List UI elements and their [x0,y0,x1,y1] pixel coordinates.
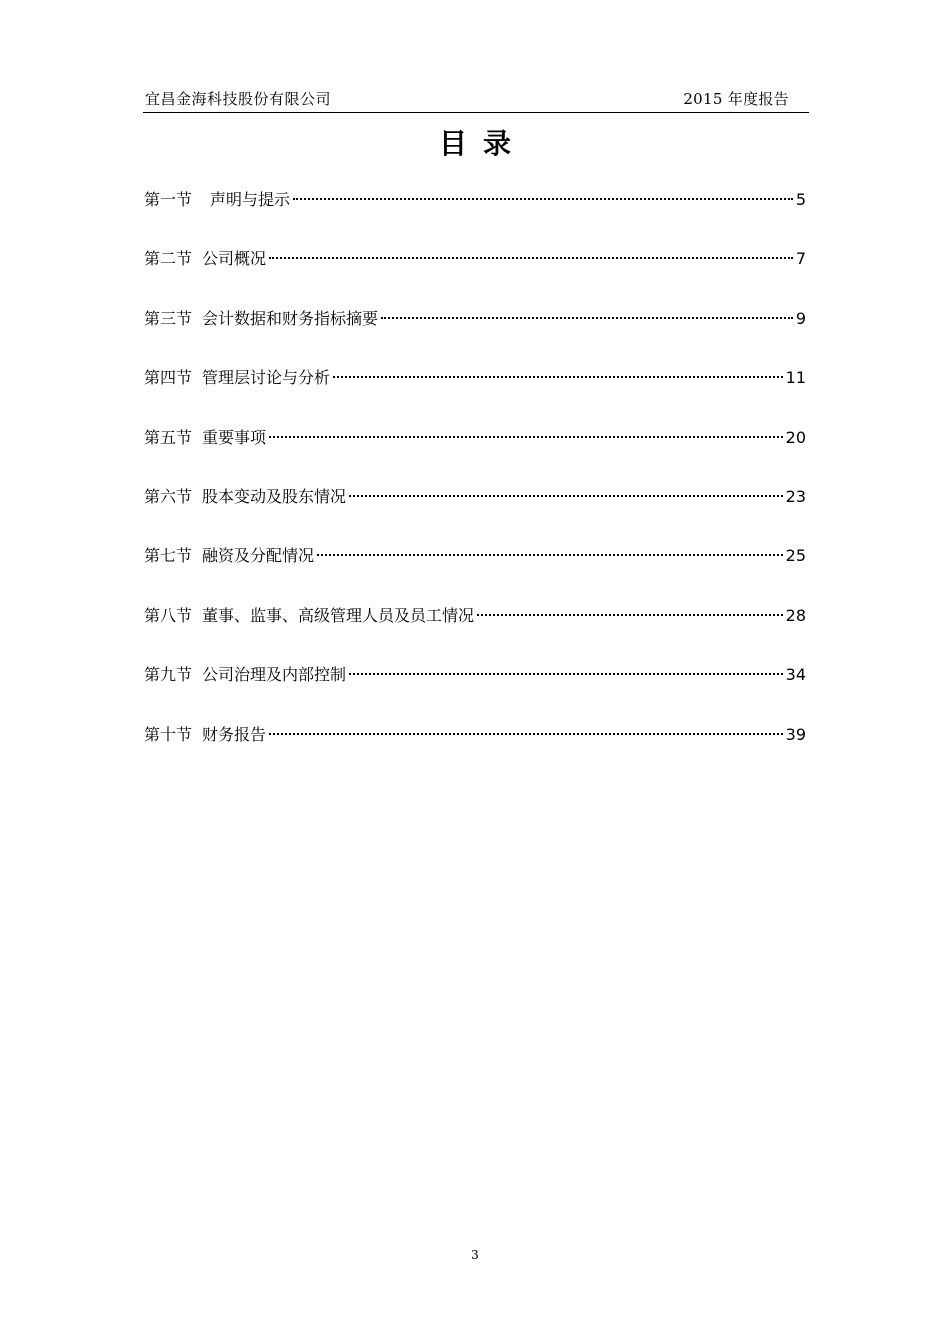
toc-page-number: 25 [785,546,806,566]
toc-dot-leader [333,376,783,378]
toc-section-number: 第七节 [144,546,193,566]
toc-section-number: 第二节 [144,249,193,269]
page-header [143,84,809,113]
toc-entry-10[interactable] [144,718,806,777]
toc-entry-5[interactable] [144,421,806,480]
toc-dot-leader [381,317,793,319]
toc-entry-1[interactable] [144,183,806,242]
toc-page-number: 23 [785,486,806,506]
toc-dot-leader [477,614,783,616]
toc-entry-6[interactable] [144,480,806,539]
toc-dot-leader [269,257,793,259]
toc-dot-leader [349,673,783,675]
toc-section-number: 第一节 [144,190,193,209]
toc-entry-3[interactable] [144,302,806,361]
toc-section-title: 会计数据和财务指标摘要 [202,308,379,328]
toc-section-number: 第五节 [144,427,193,447]
toc-page-number: 5 [795,190,806,209]
toc-dot-leader [293,198,793,200]
toc-section-number: 第三节 [144,308,193,328]
toc-section-title: 融资及分配情况 [202,546,315,566]
toc-section-title: 股本变动及股东情况 [202,486,347,506]
toc-section-number: 第八节 [144,605,193,625]
toc-title: 目录 [438,127,527,160]
toc-page-number: 34 [785,665,806,685]
toc-page-number: 20 [785,427,806,447]
toc-section-title: 管理层讨论与分析 [202,368,331,388]
toc-entry-4[interactable] [144,361,806,420]
page-number: 3 [471,1248,479,1262]
toc-entry-7[interactable] [144,539,806,598]
toc-entry-2[interactable] [144,242,806,301]
toc-entry-9[interactable] [144,658,806,717]
toc-page-number: 28 [785,605,806,625]
toc-dot-leader [269,733,783,735]
table-of-contents [144,183,806,777]
toc-section-number: 第四节 [144,368,193,388]
toc-section-number: 第十节 [144,724,193,744]
toc-section-number: 第六节 [144,486,193,506]
header-company-name: 宜昌金海科技股份有限公司 [145,90,332,108]
toc-dot-leader [269,436,783,438]
toc-section-title: 公司治理及内部控制 [202,665,347,685]
toc-page-number: 9 [795,308,806,328]
toc-dot-leader [317,554,783,556]
toc-section-title: 财务报告 [202,724,267,744]
toc-section-title: 董事、监事、高级管理人员及员工情况 [202,605,475,625]
toc-entry-8[interactable] [144,599,806,658]
toc-dot-leader [349,495,783,497]
toc-section-number: 第九节 [144,665,193,685]
header-report-title: 2015 年度报告 [683,90,789,108]
toc-section-title: 声明与提示 [210,190,291,209]
toc-page-number: 11 [785,368,806,388]
toc-page-number: 39 [785,724,806,744]
toc-section-title: 重要事项 [202,427,267,447]
toc-page-number: 7 [795,249,806,269]
toc-section-title: 公司概况 [202,249,267,269]
